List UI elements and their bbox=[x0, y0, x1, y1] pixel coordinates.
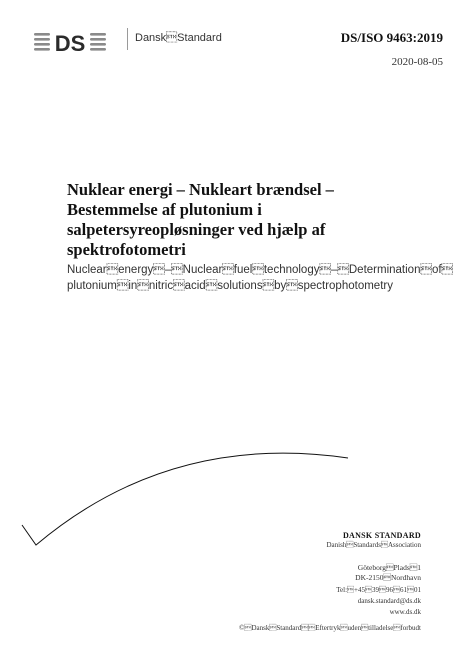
footer-org-association: DanishStandardsAssociation bbox=[326, 541, 421, 549]
header-divider bbox=[127, 28, 128, 50]
copyright-notice: ©DanskStandardEftertrykudentilladelseforbudt bbox=[239, 624, 421, 632]
footer-street: GöteborgPlads1 bbox=[357, 563, 421, 572]
title-english: Nuclearenergy–Nuclearfueltechnology–Determinationof plutoniuminnitricacidsolutionsbyspectrophotometry bbox=[67, 264, 454, 292]
organization-name: DanskStandard bbox=[135, 32, 222, 44]
footer-website[interactable]: www.ds.dk bbox=[389, 608, 421, 616]
publication-date: 2020-08-05 bbox=[391, 56, 443, 68]
title-danish: Nuklear energi – Nukleart brændsel – Bestemmelse af plutonium i salpetersyreopløsninger ved hjælp af spektrofotometri bbox=[67, 180, 334, 259]
footer-email[interactable]: dansk.standard@ds.dk bbox=[357, 597, 421, 605]
standard-number: DS/ISO 9463:2019 bbox=[340, 30, 443, 45]
footer-phone: Tel:+4539966101 bbox=[336, 586, 421, 594]
ds-logo-icon bbox=[34, 32, 106, 54]
footer-org-name: DANSK STANDARD bbox=[342, 531, 421, 540]
logo-text: DS bbox=[54, 32, 86, 54]
footer-city: DK-2150Nordhavn bbox=[355, 573, 421, 582]
